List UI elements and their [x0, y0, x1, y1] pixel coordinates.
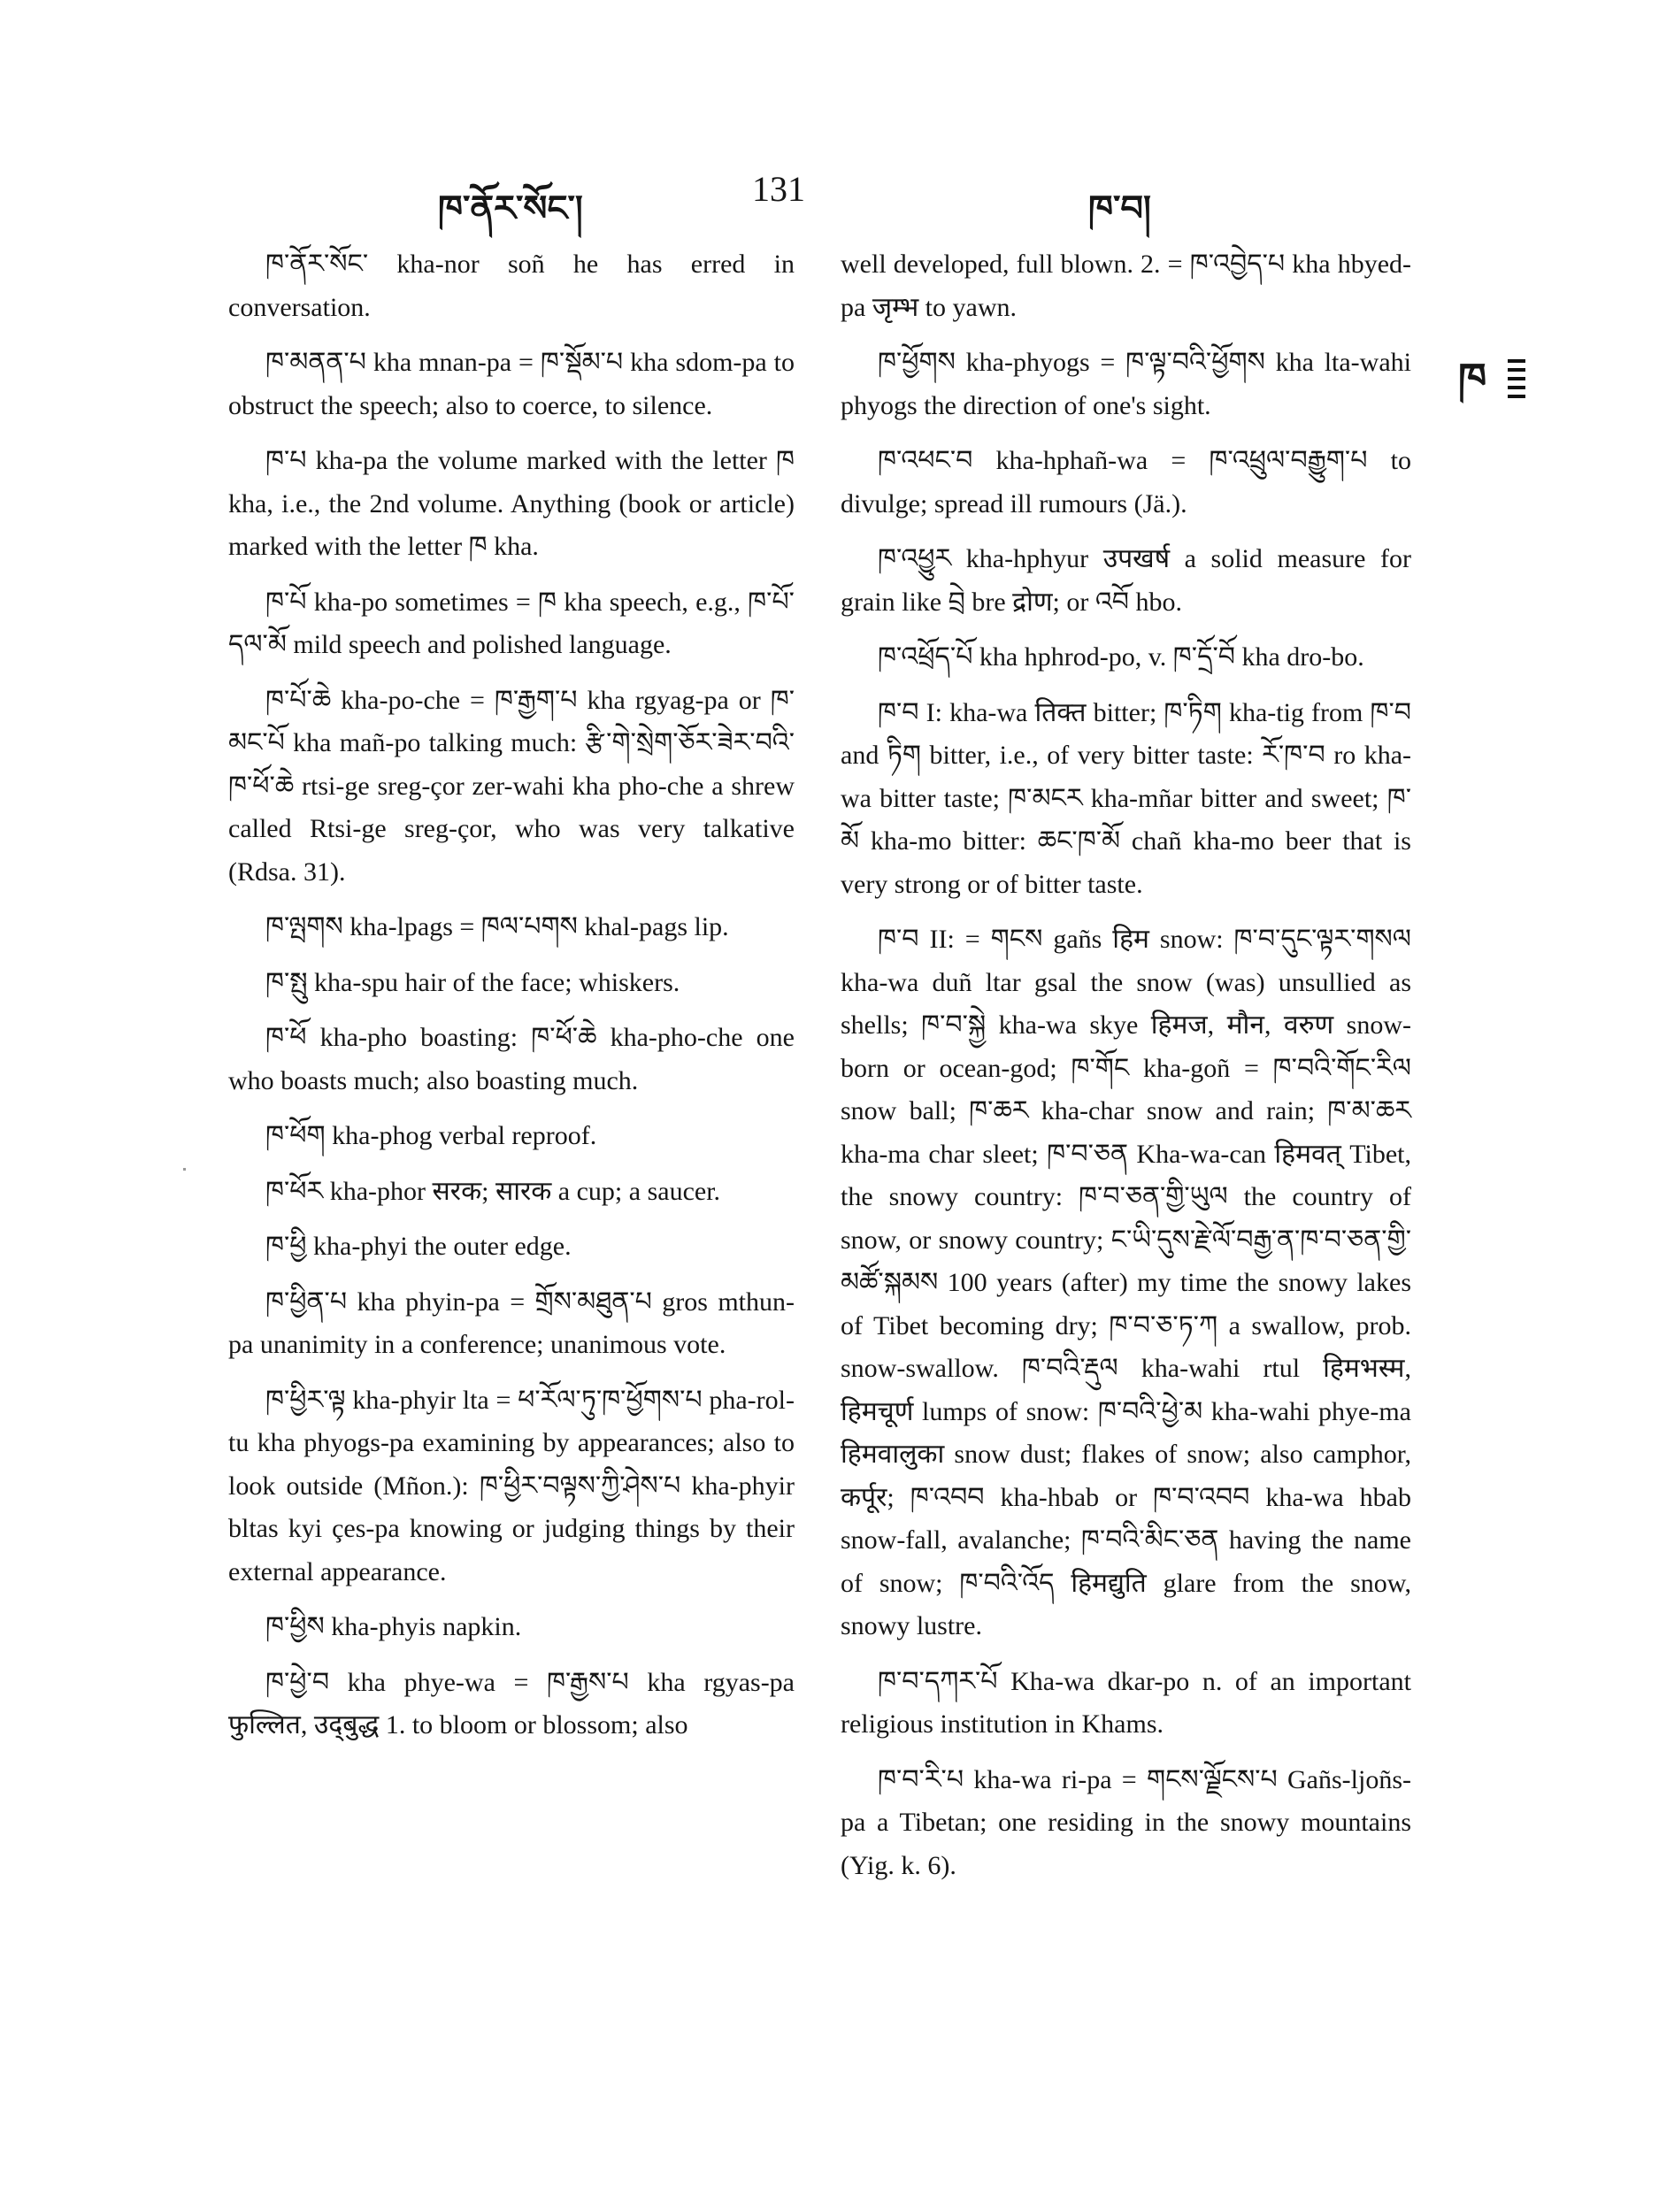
dictionary-entry-main-headword: ཁ་བ II: = གངས gañs हिम snow: ཁ་བ་དུང་ལྟར་གསལ kha-wa duñ ltar gsal the snow (was) unsullied as shells; ཁ་བ་སྐྱེ kha-wa skye हिमज, मौन, वरुण snow-born or ocean-god; ཁ་གོང kha-goñ = ཁ་བའི་གོང་རིལ snow ball; ཁ་ཆར kha-char snow and rain; ཁ་མ་ཆར kha-ma char sleet; ཁ་བ་ཅན Kha-wa-can हिमवत् Tibet, the snowy country: ཁ་བ་ཅན་གྱི་ཡུལ the country of snow, or snowy country; ང་ཡི་དུས་རྗེ་ལོ་བརྒྱ་ན་ཁ་བ་ཅན་གྱི་མཚོ་སྐམས 100 years (after) my time the snowy lakes of Tibet becoming dry; ཁ་བ་ཅ་ཏ་ཀ a swallow, prob. snow-swallow. ཁ་བའི་རྡུལ kha-wahi rtul हिमभस्म, हिमचूर्ण lumps of snow: ཁ་བའི་ཕྱེ་མ kha-wahi phye-ma हिमवालुका snow dust; flakes of snow; also camphor, कर्पूर; ཁ་འབབ kha-hbab or ཁ་བ་འབབ kha-wa hbab snow-fall, avalanche; ཁ་བའི་མིང་ཅན having the name of snow; ཁ་བའི་འོད हिमद्युति glare from the snow, snowy lustre.: [841, 925, 1411, 1640]
dictionary-entry: ཁ་ཕྱིས kha-phyis napkin.: [265, 1612, 522, 1641]
page-number: 131: [752, 169, 805, 209]
dictionary-entry: ཁ་ཕྱིན་པ kha phyin-pa = གྲོས་མཐུན་པ gros mthun-pa unanimity in a conference; unanimous vote.: [228, 1286, 795, 1359]
dictionary-entry: ཁ་འཕྱུར kha-hphyur उपखर्ष a solid measure for grain like བྲེ bre द्रोण; or འབོ hbo.: [841, 544, 1411, 617]
dictionary-entry: ཁ་པོ kha-po sometimes = ཁ kha speech, e.g., ཁ་པོ་དལ་མོ mild speech and polished language.: [228, 587, 795, 659]
left-column: [228, 243, 795, 1760]
left-running-headword: ཁ་ནོར་སོང་།: [438, 188, 583, 228]
right-column: [841, 243, 1411, 1900]
dictionary-entry: ཁ་ལྤགས kha-lpags = ཁལ་པགས khal-pags lip.: [265, 912, 729, 941]
dictionary-entry: ཁ་ནོར་སོང་ kha-nor soñ he has erred in conversation.: [228, 250, 795, 322]
dictionary-entry: ཁ་སྤུ kha-spu hair of the face; whiskers.: [265, 967, 680, 997]
dictionary-entry: ཁ་བ་དཀར་པོ Kha-wa dkar-po n. of an important religious institution in Khams.: [841, 1666, 1411, 1739]
dictionary-entry: ཁ་འཕྲོད་པོ kha hphrod-po, v. ཁ་དྲོ་བོ kha dro-bo.: [878, 642, 1364, 672]
dictionary-entry: ཁ་ཕྱེ་བ kha phye-wa = ཁ་རྒྱས་པ kha rgyas-pa फुल्लित, उद्‌बुद्ध 1. to bloom or blossom; also: [228, 1667, 795, 1740]
thumb-index-letter: ཁ: [1458, 356, 1487, 401]
dictionary-entry: ཁ་འཕང་བ kha-hphañ-wa = ཁ་འཕྲུལ་བརྒྱུག་པ to divulge; spread ill rumours (Jä.).: [841, 446, 1411, 518]
dictionary-entry: ཁ་ཕོ kha-pho boasting: ཁ་ཕོ་ཆེ kha-pho-che one who boasts much; also boasting much.: [228, 1023, 795, 1095]
dictionary-entry: ཁ་ཕོག kha-phog verbal reproof.: [265, 1121, 597, 1150]
dictionary-entry-continuation: well developed, full blown. 2. = ཁ་འབྱེད་པ kha hbyed-pa जृम्भ to yawn.: [841, 250, 1411, 322]
dictionary-entry: ཁ་ཕྱོགས kha-phyogs = ཁ་ལྟ་བའི་ཕྱོགས kha lta-wahi phyogs the direction of one's sight.: [841, 348, 1411, 420]
margin-speck: [183, 1168, 186, 1171]
right-running-headword: ཁ་བ།: [1088, 188, 1151, 228]
dictionary-entry: ཁ་ཕོར kha-phor सरक; सारक a cup; a saucer.: [265, 1176, 721, 1206]
dictionary-entry: ཁ་ཕྱི kha-phyi the outer edge.: [265, 1232, 572, 1261]
dictionary-entry: ཁ་པ kha-pa the volume marked with the letter ཁ kha, i.e., the 2nd volume. Anything (book or article) marked with the letter ཁ kha.: [228, 446, 795, 561]
running-header: [0, 168, 1659, 228]
dictionary-entry: ཁ་ཕྱིར་ལྟ kha-phyir lta = ཕ་རོལ་ཏུ་ཁ་ཕྱོགས་པ pha-rol-tu kha phyogs-pa examining by appearances; also to look outside (Mñon.): ཁ་ཕྱིར་བལྟས་ཀྱི་ཤེས་པ kha-phyir bltas kyi çes-pa knowing or judging things by their external appearance.: [228, 1385, 795, 1586]
dictionary-entry-main-headword: ཁ་བ I: kha-wa तिक्त bitter; ཁ་ཏིག kha-tig from ཁ་བ and ཏིག bitter, i.e., of very bitter taste: རོ་ཁ་བ ro kha-wa bitter taste; ཁ་མངར kha-mñar bitter and sweet; ཁ་མོ kha-mo bitter: ཆང་ཁ་མོ chañ kha-mo beer that is very strong or of bitter taste.: [841, 697, 1411, 899]
thumb-index-lines-icon: [1508, 359, 1525, 398]
dictionary-entry: ཁ་བ་རི་པ kha-wa ri-pa = གངས་ལྗོངས་པ Gañs-ljoñs-pa a Tibetan; one residing in the snowy mountains (Yig. k. 6).: [841, 1764, 1411, 1880]
dictionary-entry: ཁ་པོ་ཆེ kha-po-che = ཁ་རྒྱག་པ kha rgyag-pa or ཁ་མང་པོ kha mañ-po talking much: རྩི་གེ་སྲེག་ཅོར་ཟེར་བའི་ཁ་ཕོ་ཆེ rtsi-ge sreg-çor zer-wahi kha pho-che a shrew called Rtsi-ge sreg-çor, who was very talkative (Rdsa. 31).: [228, 685, 795, 887]
thumb-index-tab: [1458, 354, 1525, 403]
dictionary-entry: ཁ་མནན་པ kha mnan-pa = ཁ་སྡོམ་པ kha sdom-pa to obstruct the speech; also to coerce, to silence.: [228, 348, 795, 420]
